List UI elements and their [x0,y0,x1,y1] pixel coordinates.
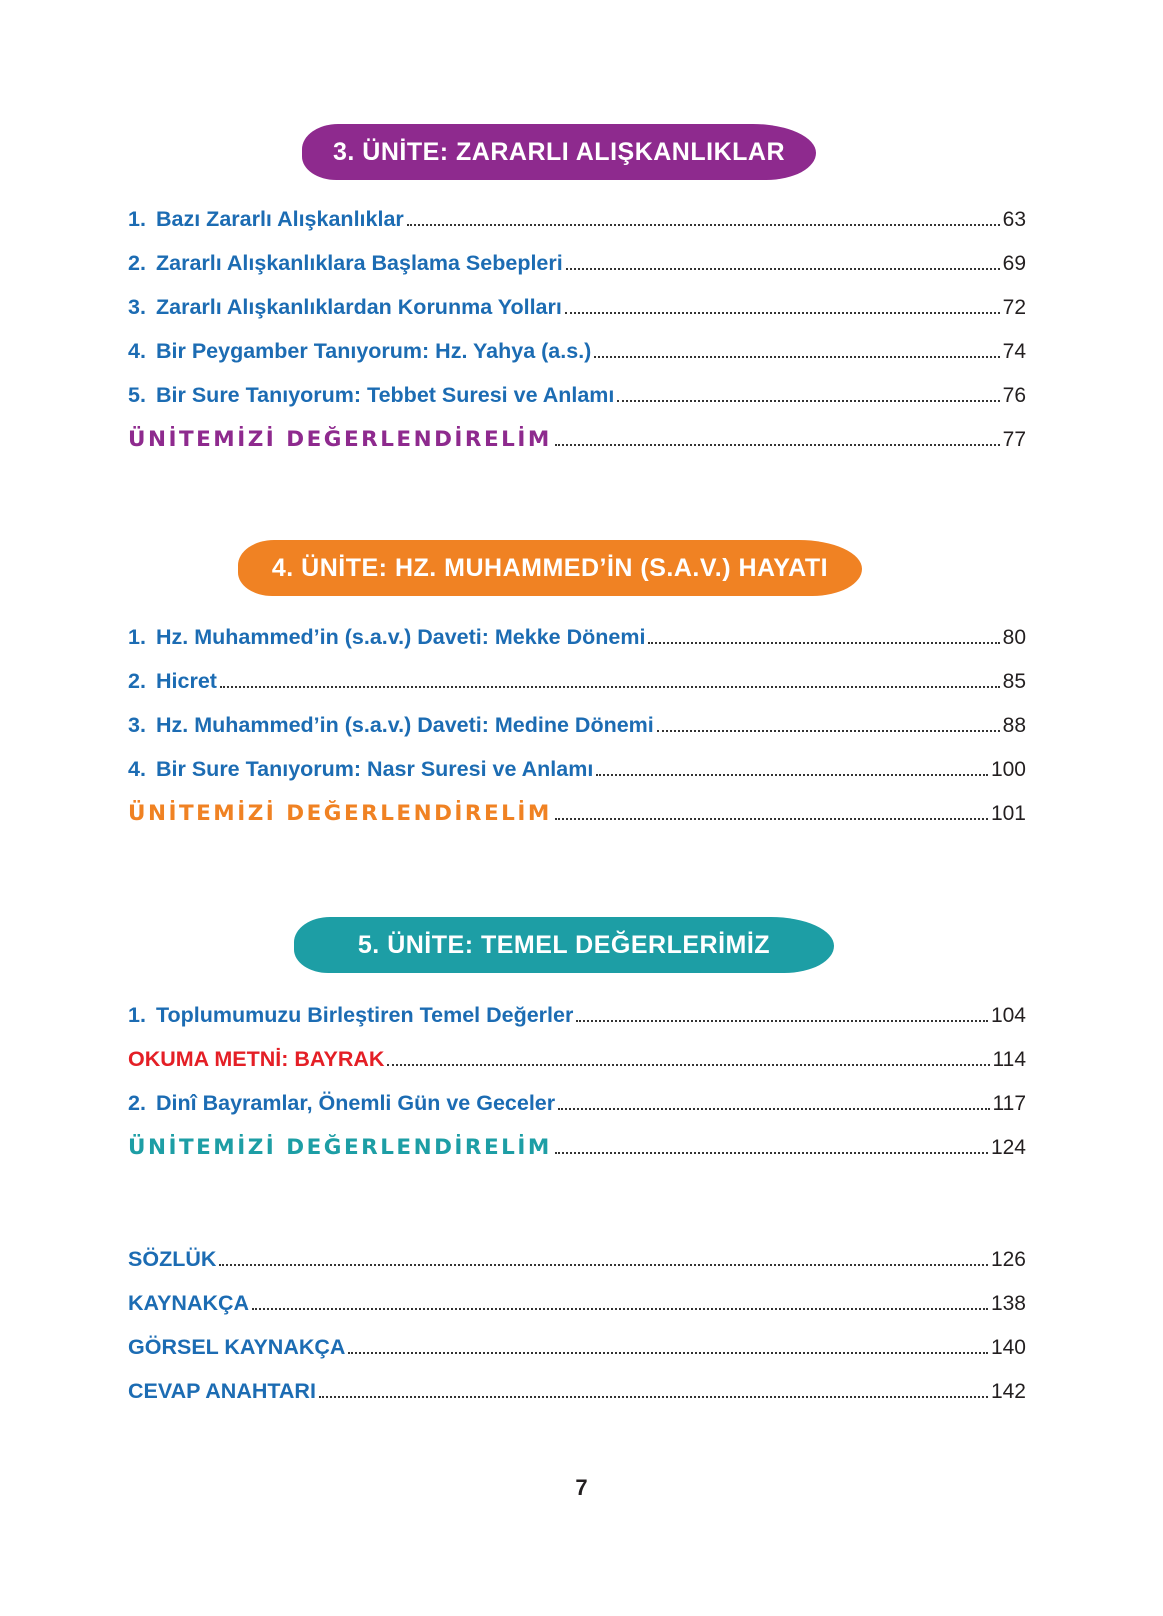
toc-entry[interactable] [128,196,1026,230]
toc-entry-title: 5. Bir Sure Tanıyorum: Tebbet Suresi ve Anlamı [128,382,615,407]
unit-5-title: 5. ÜNİTE: TEMEL DEĞERLERİMİZ [357,930,771,959]
toc-entry-reading[interactable] [128,1036,1026,1070]
dot-leader [319,1396,988,1398]
toc-entry-page: 101 [990,802,1026,825]
toc-entry-page: 104 [990,1004,1026,1027]
review-title: ÜNİTEMİZİ DEĞERLENDİRELİM [128,426,552,452]
toc-entry[interactable] [128,992,1026,1026]
dot-leader [555,444,1000,446]
toc-entry-page: 63 [1002,208,1026,231]
toc-entry[interactable] [128,372,1026,406]
toc-entry-page: 88 [1002,714,1026,737]
toc-entry-title: 3. Hz. Muhammed’in (s.a.v.) Daveti: Medine Dönemi [128,712,654,737]
unit-5-banner [294,917,834,973]
unit-3-banner [302,124,816,180]
toc-entry-title: 2. Dinî Bayramlar, Önemli Gün ve Geceler [128,1090,556,1115]
dot-leader [648,642,999,644]
toc-entry-page: 74 [1002,340,1026,363]
toc-entry-title: 4. Bir Peygamber Tanıyorum: Hz. Yahya (a.s.) [128,338,592,363]
toc-entry-page: 114 [992,1048,1026,1071]
toc-entry[interactable] [128,328,1026,362]
dot-leader [617,400,999,402]
appendix-page: 142 [990,1380,1026,1403]
appendix-title: SÖZLÜK [128,1246,217,1271]
toc-entry-page: 85 [1002,670,1026,693]
toc-entry-page: 72 [1002,296,1026,319]
review-title: ÜNİTEMİZİ DEĞERLENDİRELİM [128,1134,552,1160]
dot-leader [220,686,1000,688]
toc-entry[interactable] [128,658,1026,692]
dot-leader [407,224,1000,226]
dot-leader [657,730,1000,732]
toc-entry-review[interactable] [128,416,1026,450]
toc-entry-page: 69 [1002,252,1026,275]
review-title: ÜNİTEMİZİ DEĞERLENDİRELİM [128,800,552,826]
toc-entry-title: 1. Bazı Zararlı Alışkanlıklar [128,206,404,231]
toc-entry-title: 4. Bir Sure Tanıyorum: Nasr Suresi ve Anlamı [128,756,594,781]
toc-entry-page: 77 [1002,428,1026,451]
toc-entry-page: 117 [992,1092,1026,1115]
dot-leader [219,1264,988,1266]
toc-entry-title: 1. Hz. Muhammed’in (s.a.v.) Daveti: Mekke Dönemi [128,624,646,649]
appendix-title: CEVAP ANAHTARI [128,1378,316,1403]
toc-entry[interactable] [128,1080,1026,1114]
toc-entry[interactable] [128,614,1026,648]
page-number: 7 [575,1475,588,1500]
dot-leader [555,818,988,820]
appendix-title: GÖRSEL KAYNAKÇA [128,1334,346,1359]
appendix-entry[interactable] [128,1368,1026,1402]
toc-entry[interactable] [128,284,1026,318]
unit-4-title: 4. ÜNİTE: HZ. MUHAMMED’İN (S.A.V.) HAYATI [271,553,829,582]
appendix-title: KAYNAKÇA [128,1290,250,1315]
toc-entry-page: 124 [990,1136,1026,1159]
toc-entry-title: 2. Zararlı Alışkanlıklara Başlama Sebepleri [128,250,563,275]
dot-leader [348,1352,988,1354]
toc-entry-review[interactable] [128,790,1026,824]
dot-leader [596,774,988,776]
dot-leader [252,1308,988,1310]
toc-entry-review[interactable] [128,1124,1026,1158]
dot-leader [566,268,1000,270]
toc-entry-title: 1. Toplumumuzu Birleştiren Temel Değerler [128,1002,574,1027]
appendix-page: 140 [990,1336,1026,1359]
toc-entry[interactable] [128,702,1026,736]
toc-entry-page: 76 [1002,384,1026,407]
unit-3-title: 3. ÜNİTE: ZARARLI ALIŞKANLIKLAR [332,137,786,166]
reading-title: OKUMA METNİ: BAYRAK [128,1046,385,1071]
toc-entry-page: 80 [1002,626,1026,649]
toc-entry-title: 3. Zararlı Alışkanlıklardan Korunma Yolları [128,294,562,319]
appendix-entry[interactable] [128,1324,1026,1358]
appendix-entry[interactable] [128,1236,1026,1270]
dot-leader [558,1108,989,1110]
toc-entry[interactable] [128,746,1026,780]
appendix-page: 126 [990,1248,1026,1271]
appendix-page: 138 [990,1292,1026,1315]
dot-leader [594,356,999,358]
unit-4-banner [238,540,862,596]
dot-leader [387,1064,989,1066]
appendix-entry[interactable] [128,1280,1026,1314]
dot-leader [576,1020,988,1022]
dot-leader [565,312,1000,314]
toc-entry[interactable] [128,240,1026,274]
toc-entry-page: 100 [990,758,1026,781]
dot-leader [555,1152,988,1154]
toc-entry-title: 2. Hicret [128,668,217,693]
